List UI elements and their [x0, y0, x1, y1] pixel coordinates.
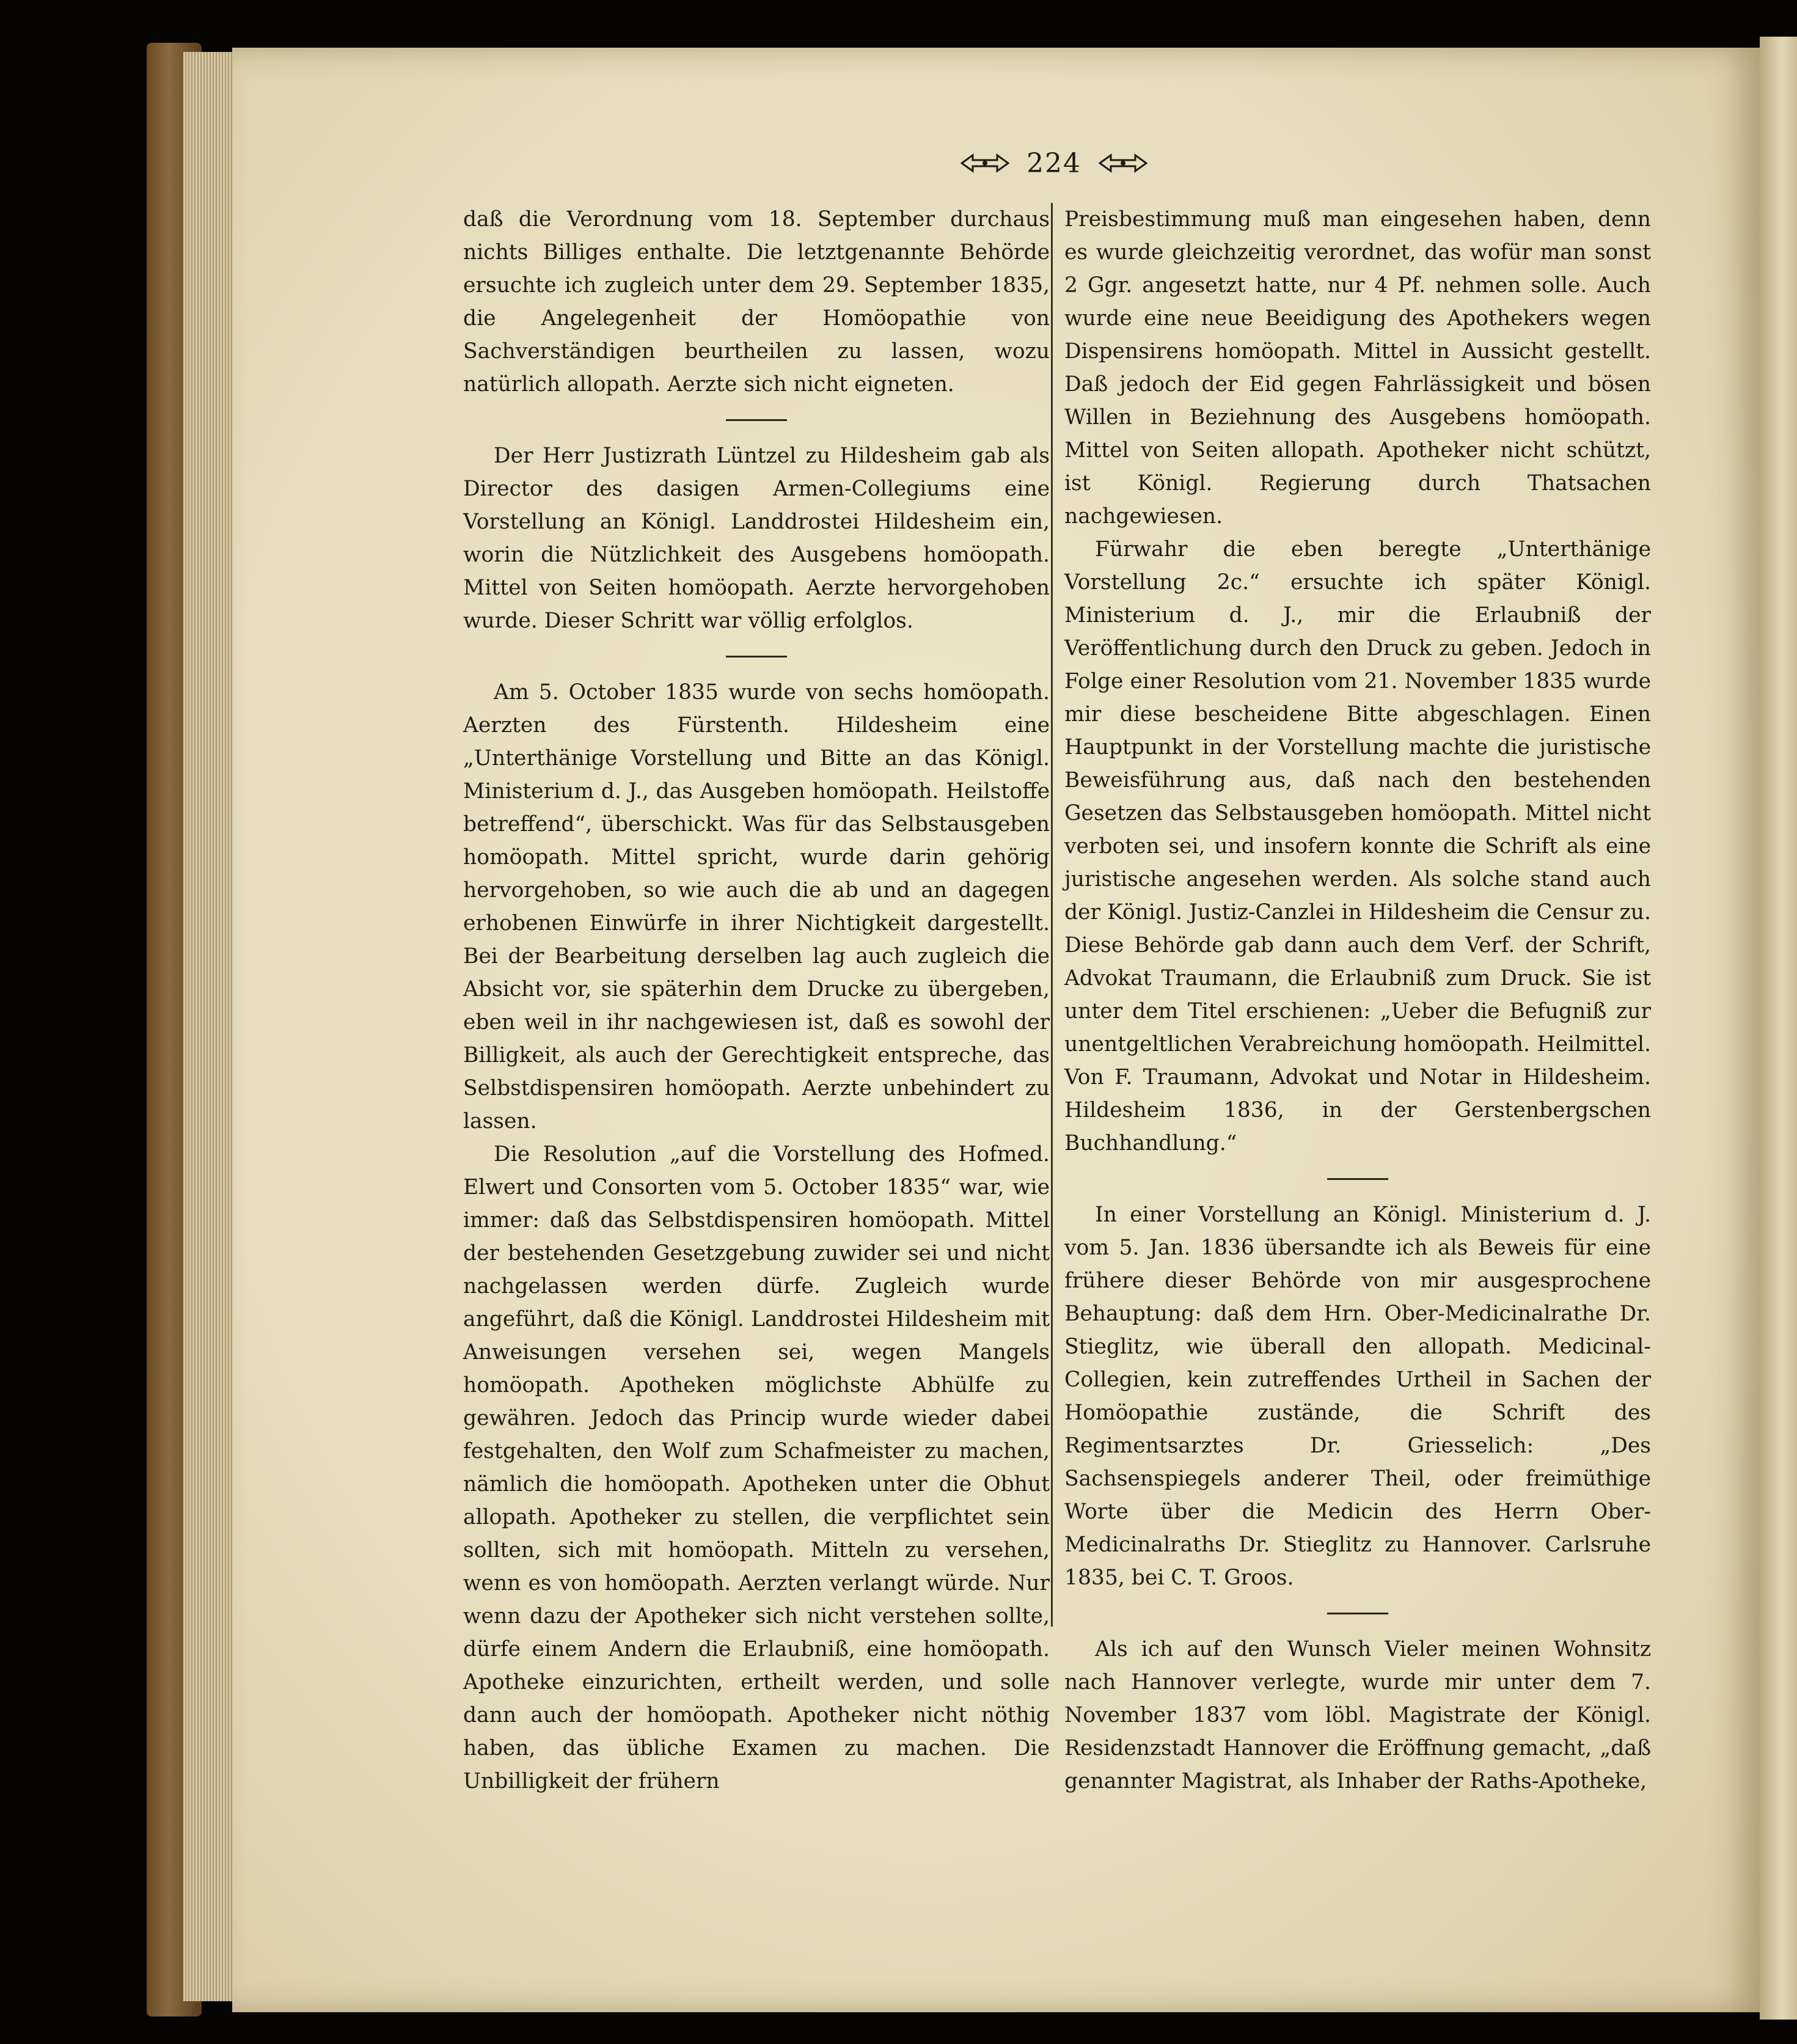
- section-separator: [1327, 1613, 1388, 1614]
- left-paragraph-3: Am 5. October 1835 wurde von sechs homöopath. Aerzten des Fürstenth. Hildesheim eine „Unterthänige Vorstellung und Bitte an das Königl. Ministerium d. J., das Ausgeben homöopath. Heilstoffe betreffend“, überschickt. Was für das Selbstausgeben homöopath. Mittel spricht, wurde darin gehörig hervorgehoben, so wie auch die ab und an dagegen erhobenen Einwürfe in ihrer Nichtigkeit dargestellt. Bei der Bearbeitung derselben lag auch zugleich die Absicht vor, sie späterhin dem Drucke zu übergeben, eben weil in ihr nachgewiesen ist, daß es sowohl der Billigkeit, als auch der Gerechtigkeit entspreche, das Selbstdispensiren homöopath. Aerzte unbehindert zu lassen.: [463, 680, 1050, 1134]
- right-paragraph-4: Als ich auf den Wunsch Vieler meinen Wohnsitz nach Hannover verlegte, wurde mir unter dem 7. November 1837 vom löbl. Magistrate der Königl. Residenzstadt Hannover die Eröffnung gemacht, „daß genannter Magistrat, als Inhaber der Raths-Apotheke,: [1064, 1637, 1651, 1793]
- left-paragraph-4: Die Resolution „auf die Vorstellung des Hofmed. Elwert und Consorten vom 5. October 1835“ war, wie immer: daß das Selbstdispensiren homöopath. Mittel der bestehenden Gesetzgebung zuwider sei und nicht nachgelassen werden dürfe. Zugleich wurde angeführt, daß die Königl. Landdrostei Hildesheim mit Anweisungen versehen sei, wegen Mangels homöopath. Apotheken möglichste Abhülfe zu gewähren. Jedoch das Princip wurde wieder dabei festgehalten, den Wolf zum Schafmeister zu machen, nämlich die homöopath. Apotheken unter die Obhut allopath. Apotheker zu stellen, die verpflichtet sein sollten, sich mit homöopath. Mitteln zu versehen, wenn es von homöopath. Aerzten verlangt würde. Nur wenn dazu der Apotheker sich nicht verstehen sollte, dürfe einem Andern die Erlaubniß, eine homöopath. Apotheke einzurichten, ertheilt werden, und solle dann auch der homöopath. Apotheker nicht nöthig haben, das übliche Examen zu machen. Die Unbilligkeit der frühern: [463, 1142, 1050, 1793]
- section-separator: [1327, 1178, 1388, 1180]
- page-number: 224: [1027, 147, 1081, 179]
- left-paragraph-2: Der Herr Justizrath Lüntzel zu Hildesheim gab als Director des dasigen Armen-Collegiums eine Vorstellung an Königl. Landdrostei Hildesheim ein, worin die Nützlichkeit des Ausgebens homöopath. Mittel von Seiten homöopath. Aerzte hervorgehoben wurde. Dieser Schritt war völlig erfolglos.: [463, 444, 1050, 633]
- ornament-right-icon: [1099, 153, 1147, 174]
- section-separator: [726, 656, 787, 658]
- right-paragraph-1: Preisbestimmung muß man eingesehen haben, denn es wurde gleichzeitig verordnet, das wofür man sonst 2 Ggr. angesetzt hatte, nur 4 Pf. nehmen solle. Auch wurde eine neue Beeidigung des Apothekers wegen Dispensirens homöopath. Mittel in Aussicht gestellt. Daß jedoch der Eid gegen Fahrlässigkeit und bösen Willen in Beziehnung des Ausgebens homöopath. Mittel von Seiten allopath. Apotheker nicht schützt, ist Königl. Regierung durch Thatsachen nachgewiesen.: [1064, 207, 1651, 529]
- right-column: [1064, 203, 1651, 1798]
- right-paragraph-2: Fürwahr die eben beregte „Unterthänige Vorstellung 2c.“ ersuchte ich später Königl. Ministerium d. J., mir die Erlaubniß der Veröffentlichung durch den Druck zu geben. Jedoch in Folge einer Resolution vom 21. November 1835 wurde mir diese bescheidene Bitte abgeschlagen. Einen Hauptpunkt in der Vorstellung machte die juristische Beweisführung aus, daß nach den bestehenden Gesetzen das Selbstausgeben homöopath. Mittel nicht verboten sei, und insofern konnte die Schrift als eine juristische angesehen werden. Als solche stand auch der Königl. Justiz-Canzlei in Hildesheim die Censur zu. Diese Behörde gab dann auch dem Verf. der Schrift, Advokat Traumann, die Erlaubniß zum Druck. Sie ist unter dem Titel erschienen: „Ueber die Befugniß zur unentgeltlichen Verabreichung homöopath. Heilmittel. Von F. Traumann, Advokat und Notar in Hildesheim. Hildesheim 1836, in der Gerstenbergschen Buchhandlung.“: [1064, 537, 1651, 1156]
- section-separator: [726, 419, 787, 421]
- next-page-edge: [1760, 37, 1797, 2020]
- page-header: [935, 142, 1173, 185]
- column-divider: [1051, 203, 1053, 1627]
- left-paragraph-1: daß die Verordnung vom 18. September durchaus nichts Billiges enthalte. Die letztgenannte Behörde ersuchte ich zugleich unter dem 29. September 1835, die Angelegenheit der Homöopathie von Sachverständigen beurtheilen zu lassen, wozu natürlich allopath. Aerzte sich nicht eigneten.: [463, 207, 1050, 397]
- right-paragraph-3: In einer Vorstellung an Königl. Ministerium d. J. vom 5. Jan. 1836 übersandte ich als Beweis für eine frühere dieser Behörde von mir ausgesprochene Behauptung: daß dem Hrn. Ober-Medicinalrathe Dr. Stieglitz, wie überall den allopath. Medicinal-Collegien, kein zutreffendes Urtheil in Sachen der Homöopathie zustände, die Schrift des Regimentsarztes Dr. Griesselich: „Des Sachsenspiegels anderer Theil, oder freimüthige Worte über die Medicin des Herrn Ober-Medicinalraths Dr. Stieglitz zu Hannover. Carlsruhe 1835, bei C. T. Groos.: [1064, 1203, 1651, 1590]
- left-column: [463, 203, 1050, 1798]
- ornament-left-icon: [961, 153, 1009, 174]
